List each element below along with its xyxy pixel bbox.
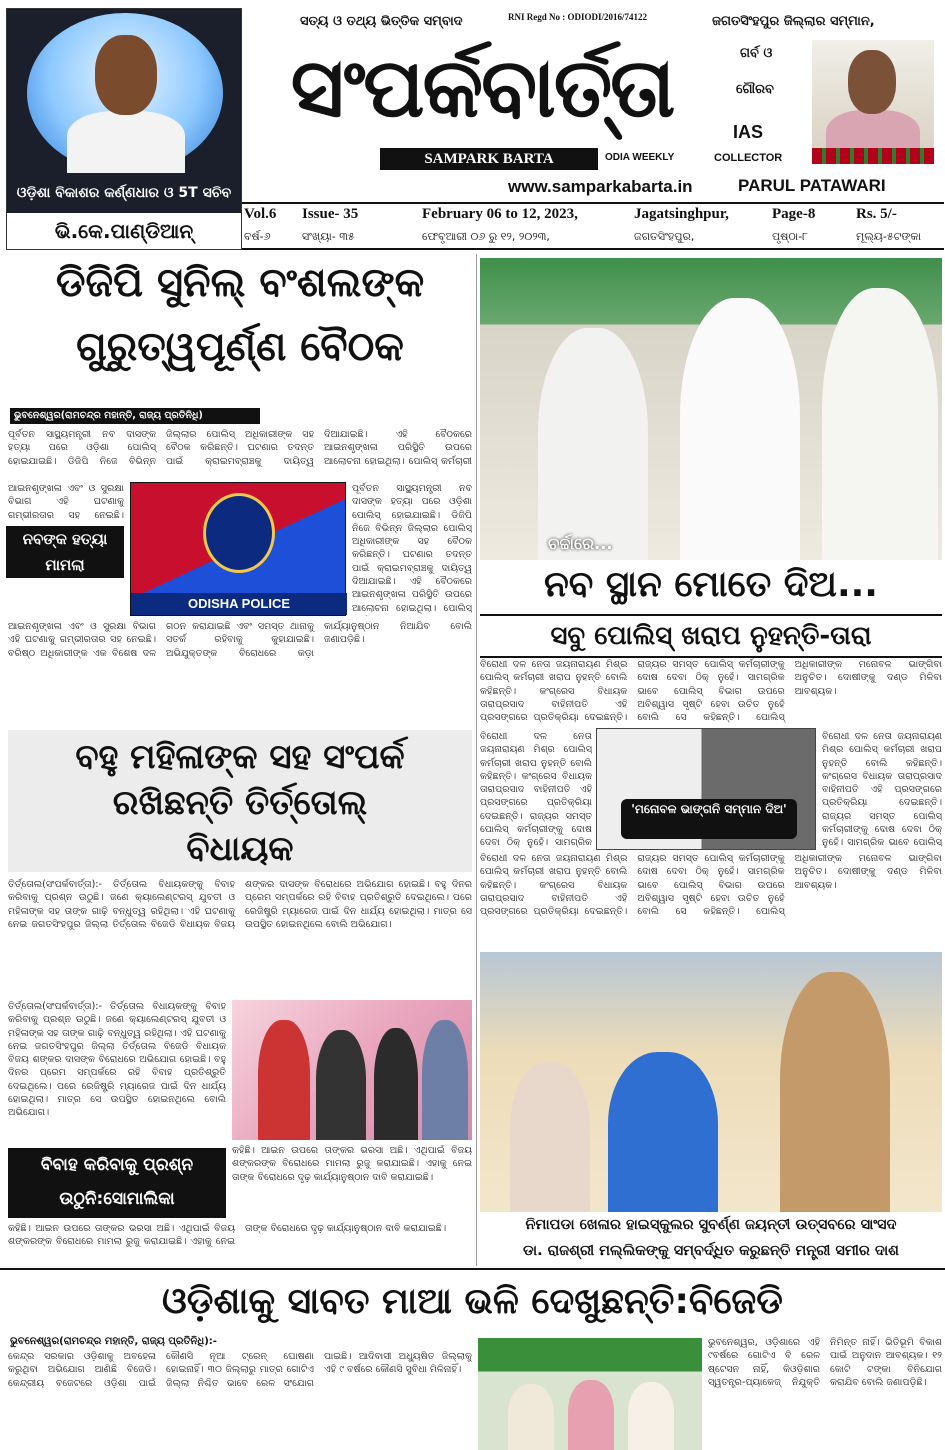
story1-body-left: ଆଇନଶୃଙ୍ଖଳା ଏବଂ ଓ ସୁରକ୍ଷା ବିଭାଗ ଏହି ଘଟଣାକୁ ଗମ୍ଭୀରତାର ସହ ନେଇଛି। — [8, 483, 124, 521]
story5-byline: ଭୁବନେଶ୍ୱର(ରାମଚନ୍ଦ୍ର ମହାନ୍ତି, ରାଜ୍ୟ ପ୍ରତିନିଧି):- — [10, 1336, 217, 1347]
couple-photos — [232, 1000, 472, 1140]
column-rule — [476, 254, 477, 1266]
couple-woman-right — [374, 1028, 418, 1140]
issue-date-odia: ଫେବୃଆରୀ ୦୬ ରୁ ୧୨, ୨୦୨୩, — [422, 230, 550, 243]
story1-byline: ଭୁବନେଶ୍ୱର(ରାମଚନ୍ଦ୍ର ମହାନ୍ତି, ରାଜ୍ୟ ପ୍ରତିନିଧି) — [10, 408, 260, 424]
collector-name: PARUL PATAWARI — [738, 176, 886, 195]
leaders-inset-photo — [596, 728, 816, 850]
story2-headline: ନବ ସ୍ଥାନ ମୋତେ ଦିଅ... — [544, 564, 878, 605]
pandian-portrait-box — [6, 8, 242, 250]
story2-body-bottom: ବିରୋଧୀ ଦଳ ନେତା ଜୟନାରାୟଣ ମିଶ୍ର ପୋଲିସ୍ କର୍ମଚାରୀ ଖରାପ ନୁହନ୍ତି ବୋଲି କହିଛନ୍ତି। କଂଗ୍ରେସ ବିଧାୟକ ତାରାପ୍ରସାଦ ବାହିନୀପତି ଏହି ପ୍ରସଙ୍ଗରେ ପ୍ରତିକ୍ରିୟା ଦେଇଛନ୍ତି। ରାଜ୍ୟର ସମସ୍ତ ପୋଲିସ୍ କର୍ମଚାରୀଙ୍କୁ ଦୋଷ ଦେବା ଠିକ୍ ନୁହେଁ। ସାମଗ୍ରିକ ଭାବେ ପୋଲିସ୍ ବିଭାଗ ଉପରେ ଅବିଶ୍ୱାସ ସୃଷ୍ଟି ହେବା ଉଚିତ ନୁହେଁ ବୋଲି ସେ କହିଛନ୍ତି। ପୋଲିସ୍ ଅଧିକାରୀଙ୍କ ମନୋବଳ ଭାଙ୍ଗିବା ଅନୁଚିତ। ଦୋଷୀଙ୍କୁ ଦଣ୍ଡ ମିଳିବା ଆବଶ୍ୟକ। — [480, 853, 942, 918]
website-link[interactable]: www.samparkabarta.in — [508, 177, 693, 196]
story5-body-left: କେନ୍ଦ୍ର ସରକାର ଓଡ଼ିଶାକୁ ଅବହେଳା କରୁଥିବା ଅଭିଯୋଗ ଆଣିଛି ବିଜେଡି। କେନ୍ଦ୍ରୀୟ ବଜେଟରେ ଓଡ଼ିଶା ପାଇଁ କୌଣସି ନୂଆ ଟ୍ରେନ୍ ଘୋଷଣା ହୋଇନାହିଁ। ୩୦ ଜିଲ୍ଲାରୁ ମାତ୍ର ଗୋଟିଏ ଜିଲ୍ଲା ନିଶ୍ଚିତ ଭାବେ ରେଳ ସଂଯୋଗ ପାଇଛି। ଆଦିବାସୀ ଅଧ୍ୟୁଷିତ ଜିଲ୍ଲାକୁ ଏହି ୯ ବର୍ଷରେ କୌଣସି ସୁବିଧା ମିଳିନାହିଁ। — [8, 1351, 472, 1389]
police-label: ODISHA POLICE — [131, 593, 347, 615]
page-number: Page-8 — [772, 206, 816, 222]
press-person-3 — [628, 1382, 674, 1450]
price: Rs. 5/- — [856, 206, 897, 222]
press-person-1 — [508, 1384, 554, 1450]
event-caption-line1: ନିମାପଡା ଖେଳାର ହାଇସ୍କୁଲର ସୁବର୍ଣ୍ଣ ଜୟନ୍ତୀ ଉତ୍ସବରେ ସାଂସଦ — [525, 1217, 897, 1233]
tagline: ସତ୍ୟ ଓ ତଥ୍ୟ ଭିତ୍ତିକ ସମ୍ବାଦ — [300, 14, 463, 29]
photo-caption: ଚର୍ଚ୍ଚାରେ... — [548, 534, 613, 553]
story5-headline: ଓଡ଼ିଶାକୁ ସାବତ ମାଆ ଭଳି ଦେଖୁଛନ୍ତି:ବିଜେଡି — [162, 1281, 783, 1322]
couple-man-right — [422, 1020, 468, 1140]
right-line-1: ଜଗତସିଂହପୁର ଜିଲ୍ଲାର ସମ୍ମାନ, — [712, 14, 875, 29]
story1-subhead-line2: ମାମଲା — [45, 556, 85, 574]
issue-number: Issue- 35 — [302, 206, 359, 222]
masthead: ସଂପର୍କବାର୍ତ୍ତା — [290, 40, 674, 136]
photo-person-center — [680, 298, 800, 560]
felicitation-event-photo — [480, 952, 942, 1212]
press-person-2 — [568, 1380, 614, 1450]
event-person-3 — [780, 972, 890, 1212]
story2-body-right: ବିରୋଧୀ ଦଳ ନେତା ଜୟନାରାୟଣ ମିଶ୍ର ପୋଲିସ୍ କର୍ମଚାରୀ ଖରାପ ନୁହନ୍ତି ବୋଲି କହିଛନ୍ତି। କଂଗ୍ରେସ ବିଧାୟକ ତାରାପ୍ରସାଦ ବାହିନୀପତି ଏହି ପ୍ରସଙ୍ଗରେ ପ୍ରତିକ୍ରିୟା ଦେଇଛନ୍ତି। ରାଜ୍ୟର ସମସ୍ତ ପୋଲିସ୍ କର୍ମଚାରୀଙ୍କୁ ଦୋଷ ଦେବା ଠିକ୍ ନୁହେଁ। ସାମଗ୍ରିକ ଭାବେ ପୋଲିସ୍ — [822, 731, 942, 849]
story3-headline-line1: ବହୁ ମହିଳାଙ୍କ ସହ ସଂପର୍କ — [75, 737, 405, 777]
story2-subheadline: ସବୁ ପୋଲିସ୍ ଖରାପ ନୁହନ୍ତି-ତାରା — [480, 614, 942, 658]
ias-label: IAS — [733, 122, 764, 142]
section-divider — [0, 1268, 945, 1270]
odisha-police-logo — [130, 482, 346, 616]
right-line-3: ଗୌରବ — [736, 82, 774, 97]
collector-photo — [812, 40, 934, 164]
odia-weekly: ODIA WEEKLY — [605, 152, 675, 163]
story3-headline-line2: ରଖିଛନ୍ତି ତିର୍ତ୍ତୋଲ୍ — [112, 783, 368, 823]
collector-face — [848, 50, 896, 114]
page-number-odia: ପୃଷ୍ଠା-୮ — [772, 230, 808, 243]
story3-subhead-line2: ଉଠୁନି:ସୋମାଲିକା — [59, 1189, 175, 1209]
rni-number: RNI Regd No : ODIODI/2016/74122 — [508, 12, 648, 22]
story2-body-top: ବିରୋଧୀ ଦଳ ନେତା ଜୟନାରାୟଣ ମିଶ୍ର ପୋଲିସ୍ କର୍ମଚାରୀ ଖରାପ ନୁହନ୍ତି ବୋଲି କହିଛନ୍ତି। କଂଗ୍ରେସ ବିଧାୟକ ତାରାପ୍ରସାଦ ବାହିନୀପତି ଏହି ପ୍ରସଙ୍ଗରେ ପ୍ରତିକ୍ରିୟା ଦେଇଛନ୍ତି। ରାଜ୍ୟର ସମସ୍ତ ପୋଲିସ୍ କର୍ମଚାରୀଙ୍କୁ ଦୋଷ ଦେବା ଠିକ୍ ନୁହେଁ। ସାମଗ୍ରିକ ଭାବେ ପୋଲିସ୍ ବିଭାଗ ଉପରେ ଅବିଶ୍ୱାସ ସୃଷ୍ଟି ହେବା ଉଚିତ ନୁହେଁ ବୋଲି ସେ କହିଛନ୍ତି। ପୋଲିସ୍ ଅଧିକାରୀଙ୍କ ମନୋବଳ ଭାଙ୍ଗିବା ଅନୁଚିତ। ଦୋଷୀଙ୍କୁ ଦଣ୍ଡ ମିଳିବା ଆବଶ୍ୟକ। — [480, 659, 942, 724]
story3-subhead — [8, 1148, 226, 1218]
story3-body-top: ତିର୍ତ୍ତୋଲ(ସଂପର୍କବାର୍ତ୍ତା):- ତିର୍ତ୍ତୋଲ ବିଧାୟକଙ୍କୁ ବିବାହ କରିବାକୁ ପ୍ରଶ୍ନ ଉଠୁଛି। ଜଣେ କ୍ୟାଲେଣ୍ଟରସ୍ ଯୁବତୀ ଓ ମହିଳାଙ୍କ ସହ ତାଙ୍କ ଗାଢ଼ି ବନ୍ଧୁତ୍ୱ ରହିଥିଲା। ଏହି ଘଟଣାକୁ ନେଇ ଜଗତସିଂହପୁର ଜିଲ୍ଲା ତିର୍ତ୍ତୋଲ ବିଜେଡି ବିଧାୟକ ବିଜୟ ଶଙ୍କର ଦାସଙ୍କ ବିରୋଧରେ ଅଭିଯୋଗ ହୋଇଛି। ବହୁ ଦିନର ପ୍ରେମ ସମ୍ପର୍କରେ ରହି ବିବାହ ପ୍ରତିଶ୍ରୁତି ଦେଇଥିଲେ। ପରେ ରେଜିଷ୍ଟ୍ରି ମ୍ୟାରେଜ ପାଇଁ ଦିନ ଧାର୍ଯ୍ୟ ହୋଇଥିଲା। ମାତ୍ର ସେ ଉପସ୍ଥିତ ହୋଇନଥିଲେ ବୋଲି ଅଭିଯୋଗ। — [8, 879, 472, 930]
story1-body: ପୂର୍ବତନ ସାସ୍ଥ୍ୟମନ୍ତ୍ରୀ ନବ ଦାସଙ୍କ ହତ୍ୟା ପରେ ଓଡ଼ିଶା ପୋଲିସ୍ ହୋଇଯାଇଛି। ଡିଜିପି ନିଜେ ବିଭିନ୍ନ ଜିଲ୍ଲାର ପୋଲିସ୍ ଅଧିକାରୀଙ୍କ ସହ ବୈଠକ କରିଛନ୍ତି। ଘଟଣାର ତଦନ୍ତ ପାଇଁ କ୍ରାଇମବ୍ରାଞ୍ଚକୁ ଦାୟିତ୍ୱ ଦିଆଯାଇଛି। ଏହି ବୈଠକରେ ଆଇନଶୃଙ୍ଖଳା ପରିସ୍ଥିତି ଉପରେ ଆଲୋଚନା ହୋଇଥିଲା। ପୋଲିସ୍ କର୍ମଚାରୀ — [8, 429, 472, 467]
story1-headline-line2: ଗୁରୁତ୍ୱପୂର୍ଣ୍ଣ ବୈଠକ — [76, 324, 404, 370]
pandian-name: ଭି.କେ.ପାଣ୍ଡିଆନ୍ — [7, 213, 241, 249]
event-person-2 — [608, 1052, 718, 1212]
portrait-shirt — [67, 111, 185, 173]
portrait-face — [95, 35, 157, 115]
collector-label: COLLECTOR — [714, 152, 783, 164]
english-name: SAMPARK BARTA — [380, 148, 598, 170]
bjd-press-photo — [478, 1338, 702, 1450]
issue-bar — [242, 202, 944, 250]
inset-caption: 'ମନୋବଳ ଭାଙ୍ଗନି ସମ୍ମାନ ଦିଅ' — [621, 799, 797, 839]
story3-subhead-line1: ବିବାହ କରିବାକୁ ପ୍ରଶ୍ନ — [40, 1155, 194, 1175]
story3-body-bottom: କହିଛି। ଆଇନ ଉପରେ ତାଙ୍କର ଭରସା ଅଛି। ଏଥିପାଇଁ ବିଜୟ ଶଙ୍କରଙ୍କ ବିରୋଧରେ ମାମଲା ରୁଜୁ କରାଯାଇଛି। ଏହାକୁ ନେଇ ତାଙ୍କ ବିରୋଧରେ ଦୃଢ଼ କାର୍ଯ୍ୟାନୁଷ୍ଠାନ ଦାବି କରାଯାଇଛି। — [8, 1223, 447, 1248]
story2-body-left: ବିରୋଧୀ ଦଳ ନେତା ଜୟନାରାୟଣ ମିଶ୍ର ପୋଲିସ୍ କର୍ମଚାରୀ ଖରାପ ନୁହନ୍ତି ବୋଲି କହିଛନ୍ତି। କଂଗ୍ରେସ ବିଧାୟକ ତାରାପ୍ରସାଦ ବାହିନୀପତି ଏହି ପ୍ରସଙ୍ଗରେ ପ୍ରତିକ୍ରିୟା ଦେଇଛନ୍ତି। ରାଜ୍ୟର ସମସ୍ତ ପୋଲିସ୍ କର୍ମଚାରୀଙ୍କୁ ଦୋଷ ଦେବା ଠିକ୍ ନୁହେଁ। ସାମଗ୍ରିକ — [480, 731, 592, 849]
story1-headline-line1: ଡିଜିପି ସୁନିଲ୍ ବଂଶଲଙ୍କ — [55, 260, 425, 306]
issue-date: February 06 to 12, 2023, — [422, 206, 578, 222]
story3-headline-line3: ବିଧାୟକ — [186, 829, 294, 869]
volume-odia: ବର୍ଷ-୬ — [244, 230, 271, 243]
story1-body-right: ପୂର୍ବତନ ସାସ୍ଥ୍ୟମନ୍ତ୍ରୀ ନବ ଦାସଙ୍କ ହତ୍ୟା ପରେ ଓଡ଼ିଶା ପୋଲିସ୍ ହୋଇଯାଇଛି। ଡିଜିପି ନିଜେ ବିଭିନ୍ନ ଜିଲ୍ଲାର ପୋଲିସ୍ ଅଧିକାରୀଙ୍କ ସହ ବୈଠକ କରିଛନ୍ତି। ଘଟଣାର ତଦନ୍ତ ପାଇଁ କ୍ରାଇମବ୍ରାଞ୍ଚକୁ ଦାୟିତ୍ୱ ଦିଆଯାଇଛି। ଏହି ବୈଠକରେ ଆଇନଶୃଙ୍ଖଳା ପରିସ୍ଥିତି ଉପରେ ଆଲୋଚନା ହୋଇଥିଲା। ପୋଲିସ୍ — [352, 483, 472, 614]
volume: Vol.6 — [244, 206, 277, 222]
event-caption — [480, 1212, 942, 1264]
story1-body-lower: ଆଇନଶୃଙ୍ଖଳା ଏବଂ ଓ ସୁରକ୍ଷା ବିଭାଗ ଏହି ଘଟଣାକୁ ଗମ୍ଭୀରତାର ସହ ନେଇଛି। ବରିଷ୍ଠ ଅଧିକାରୀଙ୍କ ଏକ ବିଶେଷ ଦଳ ଗଠନ କରାଯାଇଛି ଏବଂ ସମସ୍ତ ଥାନାକୁ ସତର୍କ ରହିବାକୁ କୁହାଯାଇଛି। ଅଭିଯୁକ୍ତଙ୍କ ବିରୋଧରେ କଡ଼ା କାର୍ଯ୍ୟାନୁଷ୍ଠାନ ନିଆଯିବ ବୋଲି ଜଣାପଡ଼ିଛି। — [8, 621, 472, 659]
issue-number-odia: ସଂଖ୍ୟା- ୩୫ — [302, 230, 355, 243]
pandian-caption: ଓଡ଼ିଶା ବିକାଶର କର୍ଣ୍ଣଧାର ଓ 5T ସଚିବ — [16, 185, 232, 201]
event-person-1 — [510, 1062, 590, 1212]
minister-meeting-photo — [480, 258, 942, 560]
story1-subhead-line1: ନବଙ୍କ ହତ୍ୟା — [22, 530, 108, 548]
event-caption-line2: ଡା. ରାଜଶ୍ରୀ ମଲ୍ଲିକଙ୍କୁ ସମ୍ବର୍ଦ୍ଧିତ କରୁଛନ୍ତି ମନ୍ତ୍ରୀ ସମୀର ଦାଶ — [523, 1243, 899, 1259]
flower-garland — [812, 148, 934, 164]
photo-person-left — [538, 328, 648, 560]
police-emblem-icon — [203, 493, 275, 573]
price-odia: ମୂଲ୍ୟ-୫ଟଙ୍କା — [856, 230, 922, 243]
photo-person-right — [822, 288, 938, 560]
couple-man-left — [316, 1030, 366, 1140]
story3-body-left: ତିର୍ତ୍ତୋଲ(ସଂପର୍କବାର୍ତ୍ତା):- ତିର୍ତ୍ତୋଲ ବିଧାୟକଙ୍କୁ ବିବାହ କରିବାକୁ ପ୍ରଶ୍ନ ଉଠୁଛି। ଜଣେ କ୍ୟାଲେଣ୍ଟରସ୍ ଯୁବତୀ ଓ ମହିଳାଙ୍କ ସହ ତାଙ୍କ ଗାଢ଼ି ବନ୍ଧୁତ୍ୱ ରହିଥିଲା। ଏହି ଘଟଣାକୁ ନେଇ ଜଗତସିଂହପୁର ଜିଲ୍ଲା ତିର୍ତ୍ତୋଲ ବିଜେଡି ବିଧାୟକ ବିଜୟ ଶଙ୍କର ଦାସଙ୍କ ବିରୋଧରେ ଅଭିଯୋଗ ହୋଇଛି। ବହୁ ଦିନର ପ୍ରେମ ସମ୍ପର୍କରେ ରହି ବିବାହ ପ୍ରତିଶ୍ରୁତି ଦେଇଥିଲେ। ପରେ ରେଜିଷ୍ଟ୍ରି ମ୍ୟାରେଜ ପାଇଁ ଦିନ ଧାର୍ଯ୍ୟ ହୋଇଥିଲା। ମାତ୍ର ସେ ଉପସ୍ଥିତ ହୋଇନଥିଲେ ବୋଲି ଅଭିଯୋଗ। — [8, 1001, 226, 1119]
place-odia: ଜଗତସିଂହପୁର, — [634, 230, 695, 243]
pandian-portrait — [27, 13, 223, 173]
couple-woman-left — [258, 1020, 310, 1140]
place: Jagatsinghpur, — [634, 206, 729, 222]
story3-body-right: କହିଛି। ଆଇନ ଉପରେ ତାଙ୍କର ଭରସା ଅଛି। ଏଥିପାଇଁ ବିଜୟ ଶଙ୍କରଙ୍କ ବିରୋଧରେ ମାମଲା ରୁଜୁ କରାଯାଇଛି। ଏହାକୁ ନେଇ ତାଙ୍କ ବିରୋଧରେ ଦୃଢ଼ କାର୍ଯ୍ୟାନୁଷ୍ଠାନ ଦାବି କରାଯାଇଛି। — [232, 1145, 472, 1183]
story1-subhead — [6, 526, 124, 578]
right-line-2: ଗର୍ବ ଓ — [740, 46, 773, 61]
story5-body-right: ଭୁବନେଶ୍ୱର, ଓଡ଼ିଶାରେ ଏହି ୯ବର୍ଷରେ ଗୋଟିଏ ବି ରେଳ ଷ୍ଟେସନ ନାହିଁ, କିଓଡ଼ିଶାର ସ୍ୱତନ୍ତ୍ର-ପ୍ୟାକେଜ୍ ନିଯୁକ୍ତି ନିମିନ୍ତ ନାହିଁ। ଭିତିଭୂମି ବିକାଶ ପାଇଁ ଅନୁଦାନ ଆବଶ୍ୟକ। ୧୨ କୋଟି ଟଙ୍କା ବିନିଯୋଗ କରାଯିବ ବୋଲି ଜଣାପଡ଼ିଛି। — [708, 1337, 942, 1388]
